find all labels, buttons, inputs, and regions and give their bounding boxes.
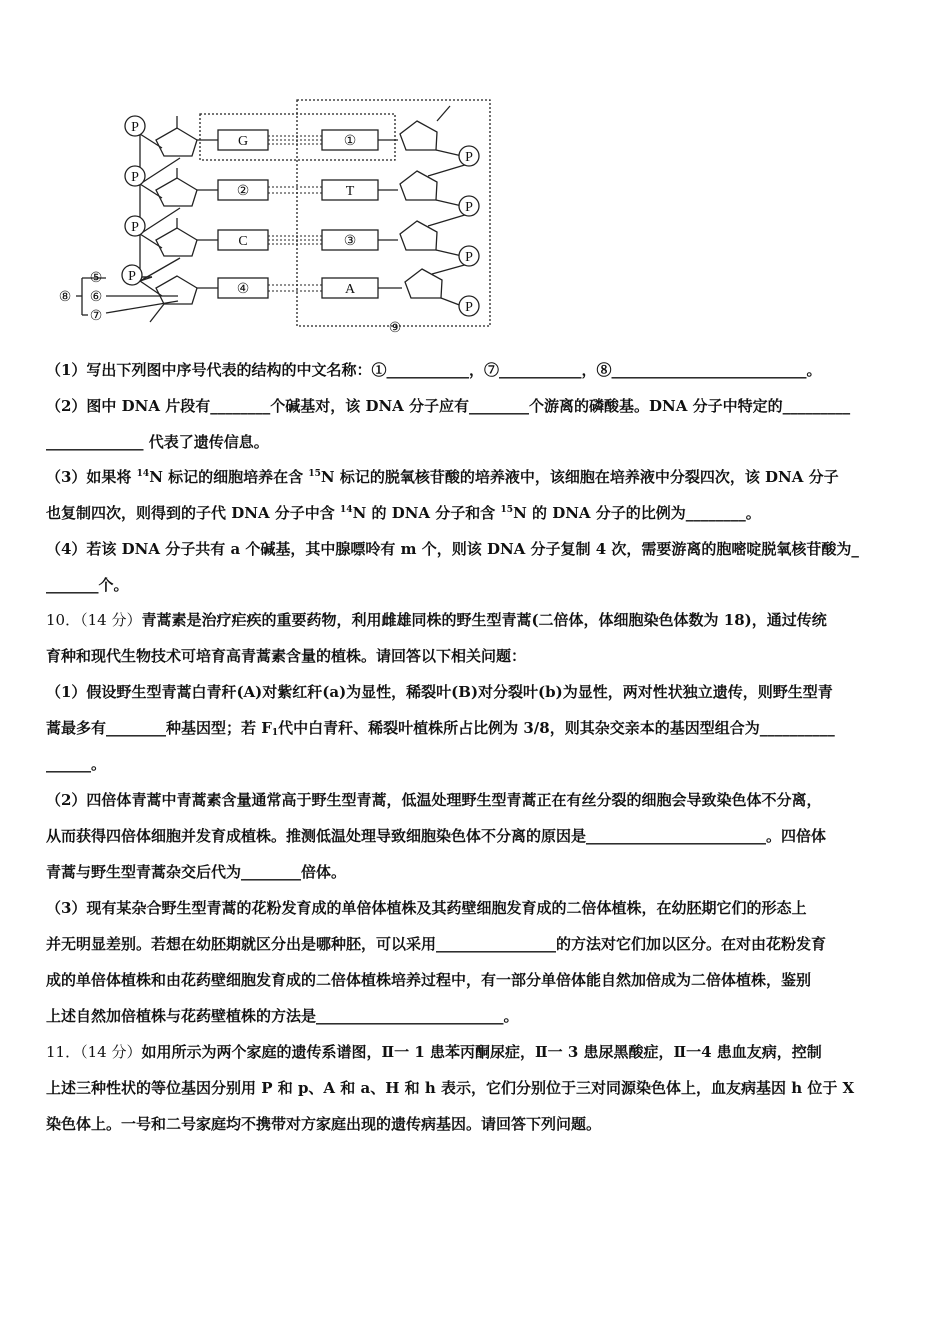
phosphate-label: P	[131, 120, 139, 135]
phosphate-label: P	[465, 300, 473, 315]
q9-part4-line2: _______个。	[46, 576, 129, 594]
phosphate-label: P	[131, 170, 139, 185]
q10-part3-line3: 成的单倍体植株和由花药壁细胞发育成的二倍体植株培养过程中，有一部分单倍体能自然加倍成为二倍体植株，鉴别	[46, 971, 812, 989]
base-label-right-3: ③	[343, 234, 357, 249]
text-run: N 标记的脱氧核苷酸的培养液中，该细胞在培养液中分裂四次，该 DNA 分子	[320, 468, 839, 486]
isotope-superscript: 15	[500, 505, 514, 515]
isotope-superscript: 15	[308, 469, 321, 479]
question-number: 10．（14 分）	[46, 611, 142, 629]
base-label-right-4: A	[344, 282, 356, 297]
isotope-superscript: 14	[136, 469, 150, 479]
base-label-right-1: ①	[343, 134, 357, 149]
text-run: N 标记的细胞培养在含	[149, 468, 309, 486]
base-label-left-2: ②	[236, 184, 250, 199]
text-run: （3）如果将	[46, 468, 137, 486]
q11-intro-line1	[46, 1042, 914, 1062]
phosphate-label: P	[465, 250, 473, 265]
q9-part3-line1	[46, 467, 914, 487]
deoxyribose-left-4	[156, 276, 197, 304]
base-label-left-4: ④	[236, 282, 250, 297]
label-9: ⑨	[388, 321, 402, 336]
q10-part2-line1: （2）四倍体青蒿中青蒿素含量通常高于野生型青蒿，低温处理野生型青蒿正在有丝分裂的细胞会导致染色体不分离，	[46, 791, 822, 809]
text-run: 如用所示为两个家庭的遗传系谱图，Ⅱ一 1 患苯丙酮尿症，Ⅱ一 3 患尿黑酸症，Ⅱ一4 患血友病，控制	[141, 1043, 822, 1061]
dna-structure-diagram	[52, 96, 502, 341]
q10-part3-line2: 并无明显差别。若想在幼胚期就区分出是哪种胚，可以采用________________的方法对它们加以区分。在对由花粉发育	[46, 935, 827, 953]
q10-part3-line4: 上述自然加倍植株与花药壁植株的方法是_________________________。	[46, 1007, 519, 1025]
q9-part2-line1: （2）图中 DNA 片段有________个碱基对，该 DNA 分子应有________个游离的磷酸基。DNA 分子中特定的_________	[46, 397, 851, 415]
q11-intro-line2: 上述三种性状的等位基因分别用 P 和 p、A 和 a、H 和 h 表示，它们分别位于三对同源染色体上，血友病基因 h 位于 X	[46, 1079, 855, 1097]
q10-part1-line1: （1）假设野生型青蒿白青秆(A)对紫红秆(a)为显性，稀裂叶(B)对分裂叶(b)为显性，两对性状独立遗传，则野生型青	[46, 683, 833, 701]
base-label-right-2: T	[345, 184, 355, 199]
q10-intro-line1	[46, 610, 914, 630]
q10-intro-line2: 育种和现代生物技术可培育高青蒿素含量的植株。请回答以下相关问题：	[46, 647, 527, 665]
isotope-superscript: 14	[340, 505, 353, 515]
base-label-left-1: G	[237, 134, 249, 149]
text-run: 青蒿素是治疗疟疾的重要药物，利用雌雄同株的野生型青蒿(二倍体，体细胞染色体数为 18)，通过传统	[141, 611, 827, 629]
phosphate-label: P	[128, 269, 136, 284]
deoxyribose-left-2	[156, 178, 197, 206]
q10-part1-line3: ______。	[46, 755, 107, 773]
q10-part1-line2	[46, 718, 914, 738]
deoxyribose-left-3	[156, 228, 197, 256]
phosphate-label: P	[131, 220, 139, 235]
text-run: 也复制四次，则得到的子代 DNA 分子中含	[46, 504, 341, 522]
q10-part2-line3: 青蒿与野生型青蒿杂交后代为________倍体。	[46, 863, 347, 881]
question-number: 11．（14 分）	[46, 1043, 142, 1061]
q9-part2-line2: _____________ 代表了遗传信息。	[46, 433, 269, 451]
q10-part3-line1: （3）现有某杂合野生型青蒿的花粉发育成的单倍体植株及其药壁细胞发育成的二倍体植株，在幼胚期它们的形态上	[46, 899, 807, 917]
phosphate-label: P	[465, 200, 473, 215]
q9-part4-line1: （4）若该 DNA 分子共有 a 个碱基，其中腺嘌呤有 m 个，则该 DNA 分子复制 4 次，需要游离的胞嘧啶脱氧核苷酸为_	[46, 540, 859, 558]
deoxyribose-left-1	[156, 128, 197, 156]
q11-intro-line3: 染色体上。一号和二号家庭均不携带对方家庭出现的遗传病基因。请回答下列问题。	[46, 1115, 602, 1133]
deoxyribose-right-1	[400, 121, 437, 150]
text-run: N 的 DNA 分子和含	[352, 504, 501, 522]
text-run: N 的 DNA 分子的比例为________。	[513, 504, 761, 522]
q10-part2-line2: 从而获得四倍体细胞并发育成植株。推测低温处理导致细胞染色体不分离的原因是________________________。四倍体	[46, 827, 827, 845]
text-run: 代中白青秆、稀裂叶植株所占比例为 3/8，则其杂交亲本的基因型组合为__________	[278, 719, 835, 737]
label-7: ⑦	[89, 309, 103, 324]
label-8: ⑧	[58, 290, 72, 305]
phosphate-label: P	[465, 150, 473, 165]
label-5: ⑤	[89, 271, 103, 286]
base-label-left-3: C	[238, 234, 248, 249]
label-6: ⑥	[89, 290, 103, 305]
q9-part1: （1）写出下列图中序号代表的结构的中文名称：①___________，⑦___________，⑧__________________________。	[46, 361, 822, 379]
text-run: 蒿最多有________种基因型；若 F	[46, 719, 272, 737]
q9-part3-line2	[46, 503, 914, 523]
generation-subscript: 1	[271, 728, 279, 738]
